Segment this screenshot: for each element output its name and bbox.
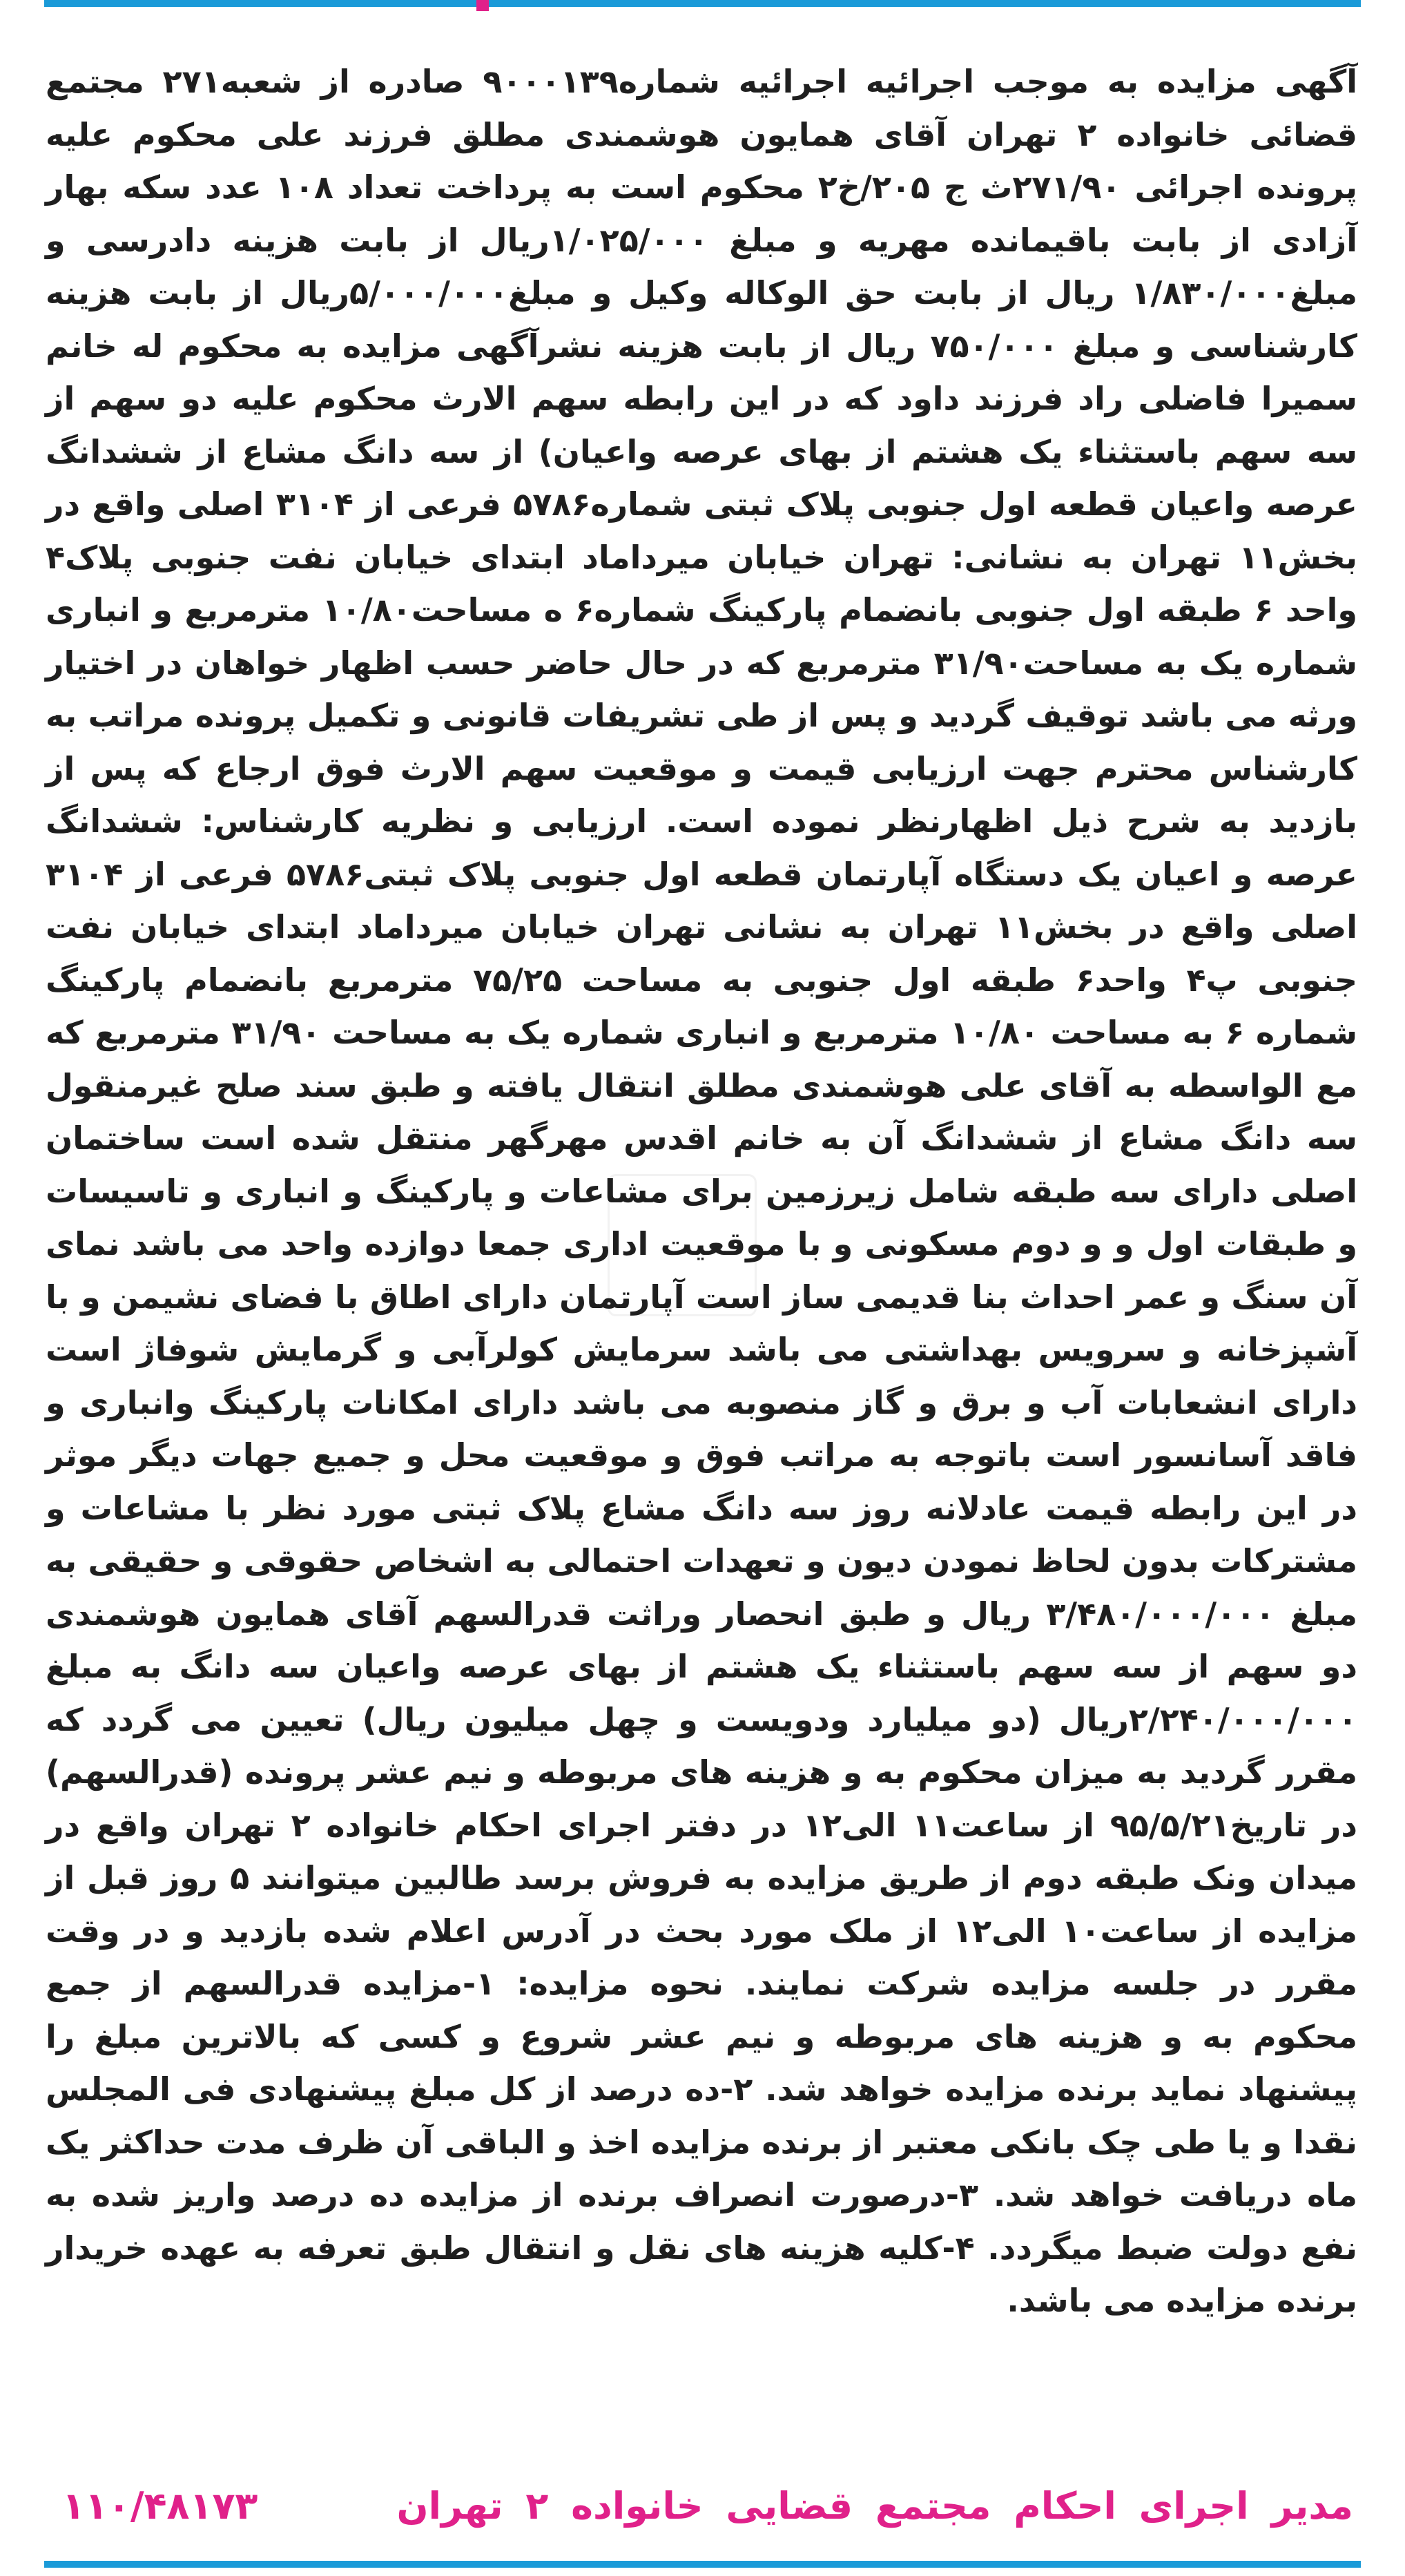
top-border [44,0,1361,7]
top-accent-mark [476,0,489,11]
auction-notice-text: آگهی مزایده به موجب اجرائیه اجرائیه شماره۹۰۰۰۱۳۹ صادره از شعبه۲۷۱ مجتمع قضائی خانواده ۲ تهران آقای همایون هوشمندی مطلق فرزند علی محکوم علیه پرونده اجرائی ۲۷۱/۹۰ث ج ۲۰۵/خ۲ محکوم است به پرداخت تعداد ۱۰۸ عدد سکه بهار آزادی از بابت باقیمانده مهریه و مبلغ ۱/۰۲۵/۰۰۰ریال از بابت هزینه دادرسی و مبلغ۱/۸۳۰/۰۰۰ ریال از بابت حق الوکاله وکیل و مبلغ۵/۰۰۰/۰۰۰ریال از بابت هزینه کارشناسی و مبلغ ۷۵۰/۰۰۰ ریال از بابت هزینه نشرآگهی مزایده به محکوم له خانم سمیرا فاضلی راد فرزند داود که در این رابطه سهم الارث محکوم علیه دو سهم از سه سهم باستثناء یک هشتم از بهای عرصه واعیان) از سه دانگ مشاع از ششدانگ عرصه واعیان قطعه اول جنوبی پلاک ثبتی شماره۵۷۸۶ فرعی از ۳۱۰۴ اصلی واقع در بخش۱۱ تهران به نشانی: تهران خیابان میرداماد ابتدای خیابان نفت جنوبی پلاک۴ واحد ۶ طبقه اول جنوبی بانضمام پارکینگ شماره۶ ه مساحت۱۰/۸۰ مترمربع و انباری شماره یک به مساحت۳۱/۹۰ مترمربع که در حال حاضر حسب اظهار خواهان در اختیار ورثه می باشد توقیف گردید و پس از طی تشریفات قانونی و تکمیل پرونده مراتب به کارشناس محترم جهت ارزیابی قیمت و موقعیت سهم الارث فوق ارجاع که پس از بازدید به شرح ذیل اظهارنظر نموده است. ارزیابی و نظریه کارشناس: ششدانگ عرصه و اعیان یک دستگاه آپارتمان قطعه اول جنوبی پلاک ثبتی۵۷۸۶ فرعی از ۳۱۰۴ اصلی واقع در بخش۱۱ تهران به نشانی تهران خیابان میرداماد ابتدای خیابان نفت جنوبی پ۴ واحد۶ طبقه اول جنوبی به مساحت ۷۵/۲۵ مترمربع بانضمام پارکینگ شماره ۶ به مساحت ۱۰/۸۰ مترمربع و انباری شماره یک به مساحت ۳۱/۹۰ مترمربع که مع الواسطه به آقای علی هوشمندی مطلق انتقال یافته و طبق سند صلح غیرمنقول سه دانگ مشاع از ششدانگ آن به خانم اقدس مهرگهر منتقل شده است ساختمان اصلی دارای سه طبقه شامل زیرزمین برای مشاعات و پارکینگ و انباری و تاسیسات و طبقات اول و و دوم مسکونی و با موقعیت اداری جمعا دوازده واحد می باشد نمای آن سنگ و عمر احداث بنا قدیمی ساز است آپارتمان دارای اطاق با فضای نشیمن و با آشپزخانه و سرویس بهداشتی می باشد سرمایش کولرآبی و گرمایش شوفاژ است دارای انشعابات آب و برق و گاز منصوبه می باشد دارای امکانات پارکینگ وانباری و فاقد آسانسور است باتوجه به مراتب فوق و موقعیت محل و جمیع جهات دیگر موثر در این رابطه قیمت عادلانه روز سه دانگ مشاع پلاک ثبتی مورد نظر با مشاعات و مشترکات بدون لحاظ نمودن دیون و تعهدات احتمالی به اشخاص حقوقی و حقیقی به مبلغ ۳/۴۸۰/۰۰۰/۰۰۰ ریال و طبق انحصار وراثت قدرالسهم آقای همایون هوشمندی دو سهم از سه سهم باستثناء یک هشتم از بهای عرصه واعیان سه دانگ به مبلغ ۲/۲۴۰/۰۰۰/۰۰۰ریال (دو میلیارد ودویست و چهل میلیون ریال) تعیین می گردد که مقرر گردید به میزان محکوم به و هزینه های مربوطه و نیم عشر پرونده (قدرالسهم) در تاریخ۹۵/۵/۲۱ از ساعت۱۱ الی۱۲ در دفتر اجرای احکام خانواده ۲ تهران واقع در میدان ونک طبقه دوم از طریق مزایده به فروش برسد طالبین میتوانند ۵ روز قبل از مزایده از ساعت۱۰ الی۱۲ از ملک مورد بحث در آدرس اعلام شده بازدید و در وقت مقرر در جلسه مزایده شرکت نمایند. نحوه مزایده: ۱-مزایده قدرالسهم از جمع محکوم به و هزینه های مربوطه و نیم عشر شروع و کسی که بالاترین مبلغ را پیشنهاد نماید برنده مزایده خواهد شد. ۲-ده درصد از کل مبلغ پیشنهادی فی المجلس نقدا و یا طی چک بانکی معتبر از برنده مزایده اخذ و الباقی آن ظرف مدت حداکثر یک ماه دریافت خواهد شد. ۳-درصورت انصراف برنده از مزایده ده درصد واریز شده به نفع دولت ضبط میگردد. ۴-کلیه هزینه های نقل و انتقال طبق تعرفه به عهده خریدار برنده مزایده می باشد. [46,63,1358,2319]
signature-title: مدیر اجرای احکام مجتمع قضایی خانواده ۲ تهران [396,2483,1353,2528]
notice-code: ۱۱۰/۴۸۱۷۳ [62,2483,258,2528]
bottom-border [44,2561,1361,2568]
signature-line [48,2476,1353,2535]
